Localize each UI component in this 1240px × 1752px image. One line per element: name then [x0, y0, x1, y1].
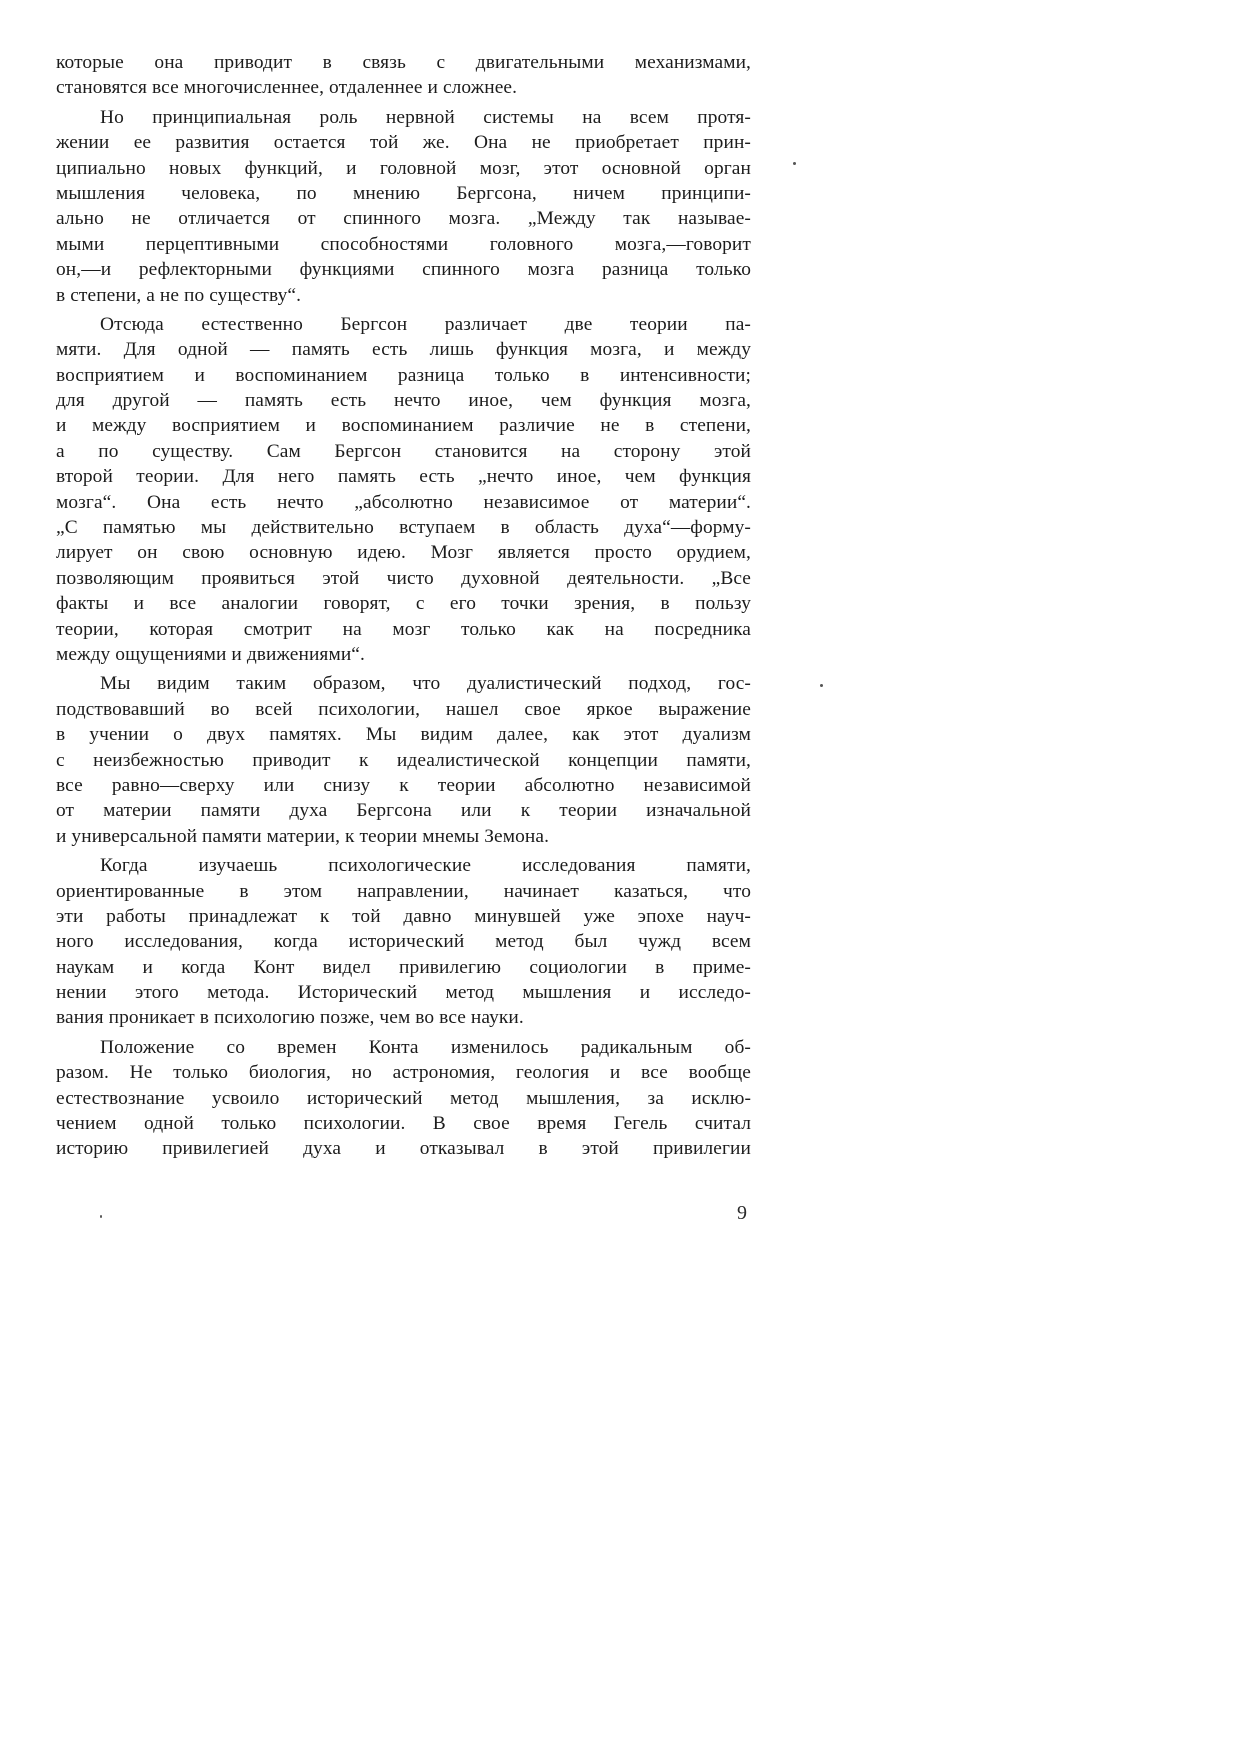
text-line: ципиально новых функций, и головной мозг, этот основной орган	[56, 157, 751, 179]
text-line: второй теории. Для него память есть „нечто иное, чем функция	[56, 466, 751, 488]
text-line: все равно—сверху или снизу к теории абсолютно независимой	[56, 774, 751, 796]
text-line: Положение со времен Конта изменилось радикальным об-	[100, 1036, 751, 1058]
text-line: в степени, а не по существу“.	[56, 284, 302, 306]
paragraph	[56, 1035, 751, 1162]
text-line: ально не отличается от спинного мозга. „Между так называе-	[56, 208, 751, 230]
paragraph	[56, 853, 751, 1031]
text-line: в учении о двух памятях. Мы видим далее, как этот дуализм	[56, 724, 751, 746]
paragraph	[56, 50, 751, 101]
text-line: и универсальной памяти материи, к теории мнемы Земона.	[56, 825, 550, 847]
paragraph	[56, 671, 751, 849]
text-line: мыми перцептивными способностями головного мозга,—говорит	[56, 233, 751, 255]
text-line: от материи памяти духа Бергсона или к теории изначальной	[56, 800, 751, 822]
text-line: чением одной только психологии. В свое время Гегель считал	[56, 1113, 751, 1135]
text-line: Отсюда естественно Бергсон различает две теории па-	[100, 313, 751, 335]
scan-speck	[820, 684, 823, 687]
text-line: нении этого метода. Исторический метод мышления и исследо-	[56, 982, 751, 1004]
text-line: ного исследования, когда исторический метод был чужд всем	[56, 931, 751, 953]
text-line: вания проникает в психологию позже, чем во все науки.	[56, 1007, 524, 1029]
text-line: естествознание усвоило исторический метод мышления, за исклю-	[56, 1087, 751, 1109]
text-line: Но принципиальная роль нервной системы на всем протя-	[100, 106, 751, 128]
text-line: позволяющим проявиться этой чисто духовной деятельности. „Все	[56, 567, 751, 589]
scan-speck	[793, 162, 796, 165]
text-line: а по существу. Сам Бергсон становится на сторону этой	[56, 440, 751, 462]
text-line: он,—и рефлекторными функциями спинного мозга разница только	[56, 259, 751, 281]
text-line: теории, которая смотрит на мозг только как на посредника	[56, 618, 751, 640]
text-line: разом. Не только биология, но астрономия, геология и все вообще	[56, 1062, 751, 1084]
text-line: подствовавший во всей психологии, нашел свое яркое выражение	[56, 698, 751, 720]
paragraph	[56, 105, 751, 308]
text-line: Мы видим таким образом, что дуалистический подход, гос-	[100, 673, 751, 695]
paragraph	[56, 312, 751, 667]
text-line: факты и все аналогии говорят, с его точки зрения, в пользу	[56, 593, 751, 615]
text-line: между ощущениями и движениями“.	[56, 643, 365, 665]
text-line: жении ее развития остается той же. Она не приобретает прин-	[56, 132, 751, 154]
text-line: восприятием и воспоминанием разница только в интенсивности;	[56, 364, 751, 386]
text-line: которые она приводит в связь с двигательными механизмами,	[56, 52, 751, 73]
text-line: ориентированные в этом направлении, начинает казаться, что	[56, 880, 751, 902]
text-line: „С памятью мы действительно вступаем в область духа“—форму-	[56, 517, 751, 539]
text-line: историю привилегией духа и отказывал в этой привилегии	[56, 1138, 751, 1160]
text-line: Когда изучаешь психологические исследования памяти,	[100, 855, 751, 877]
text-line: мозга“. Она есть нечто „абсолютно независимое от материи“.	[56, 491, 751, 513]
text-line: для другой — память есть нечто иное, чем функция мозга,	[56, 390, 751, 412]
page-number: 9	[737, 1202, 747, 1224]
body-text	[56, 50, 751, 1162]
text-line: и между восприятием и воспоминанием различие не в степени,	[56, 415, 751, 437]
text-line: мяти. Для одной — память есть лишь функция мозга, и между	[56, 339, 751, 361]
text-line: становятся все многочисленнее, отдаленнее и сложнее.	[56, 77, 518, 99]
text-line: наукам и когда Конт видел привилегию социологии в приме-	[56, 956, 751, 978]
scan-speck	[100, 1215, 102, 1218]
text-line: эти работы принадлежат к той давно минувшей уже эпохе науч-	[56, 905, 751, 927]
text-line: мышления человека, по мнению Бергсона, ничем принципи-	[56, 182, 751, 204]
text-line: лирует он свою основную идею. Мозг является просто орудием,	[56, 542, 751, 564]
text-line: с неизбежностью приводит к идеалистической концепции памяти,	[56, 749, 751, 771]
